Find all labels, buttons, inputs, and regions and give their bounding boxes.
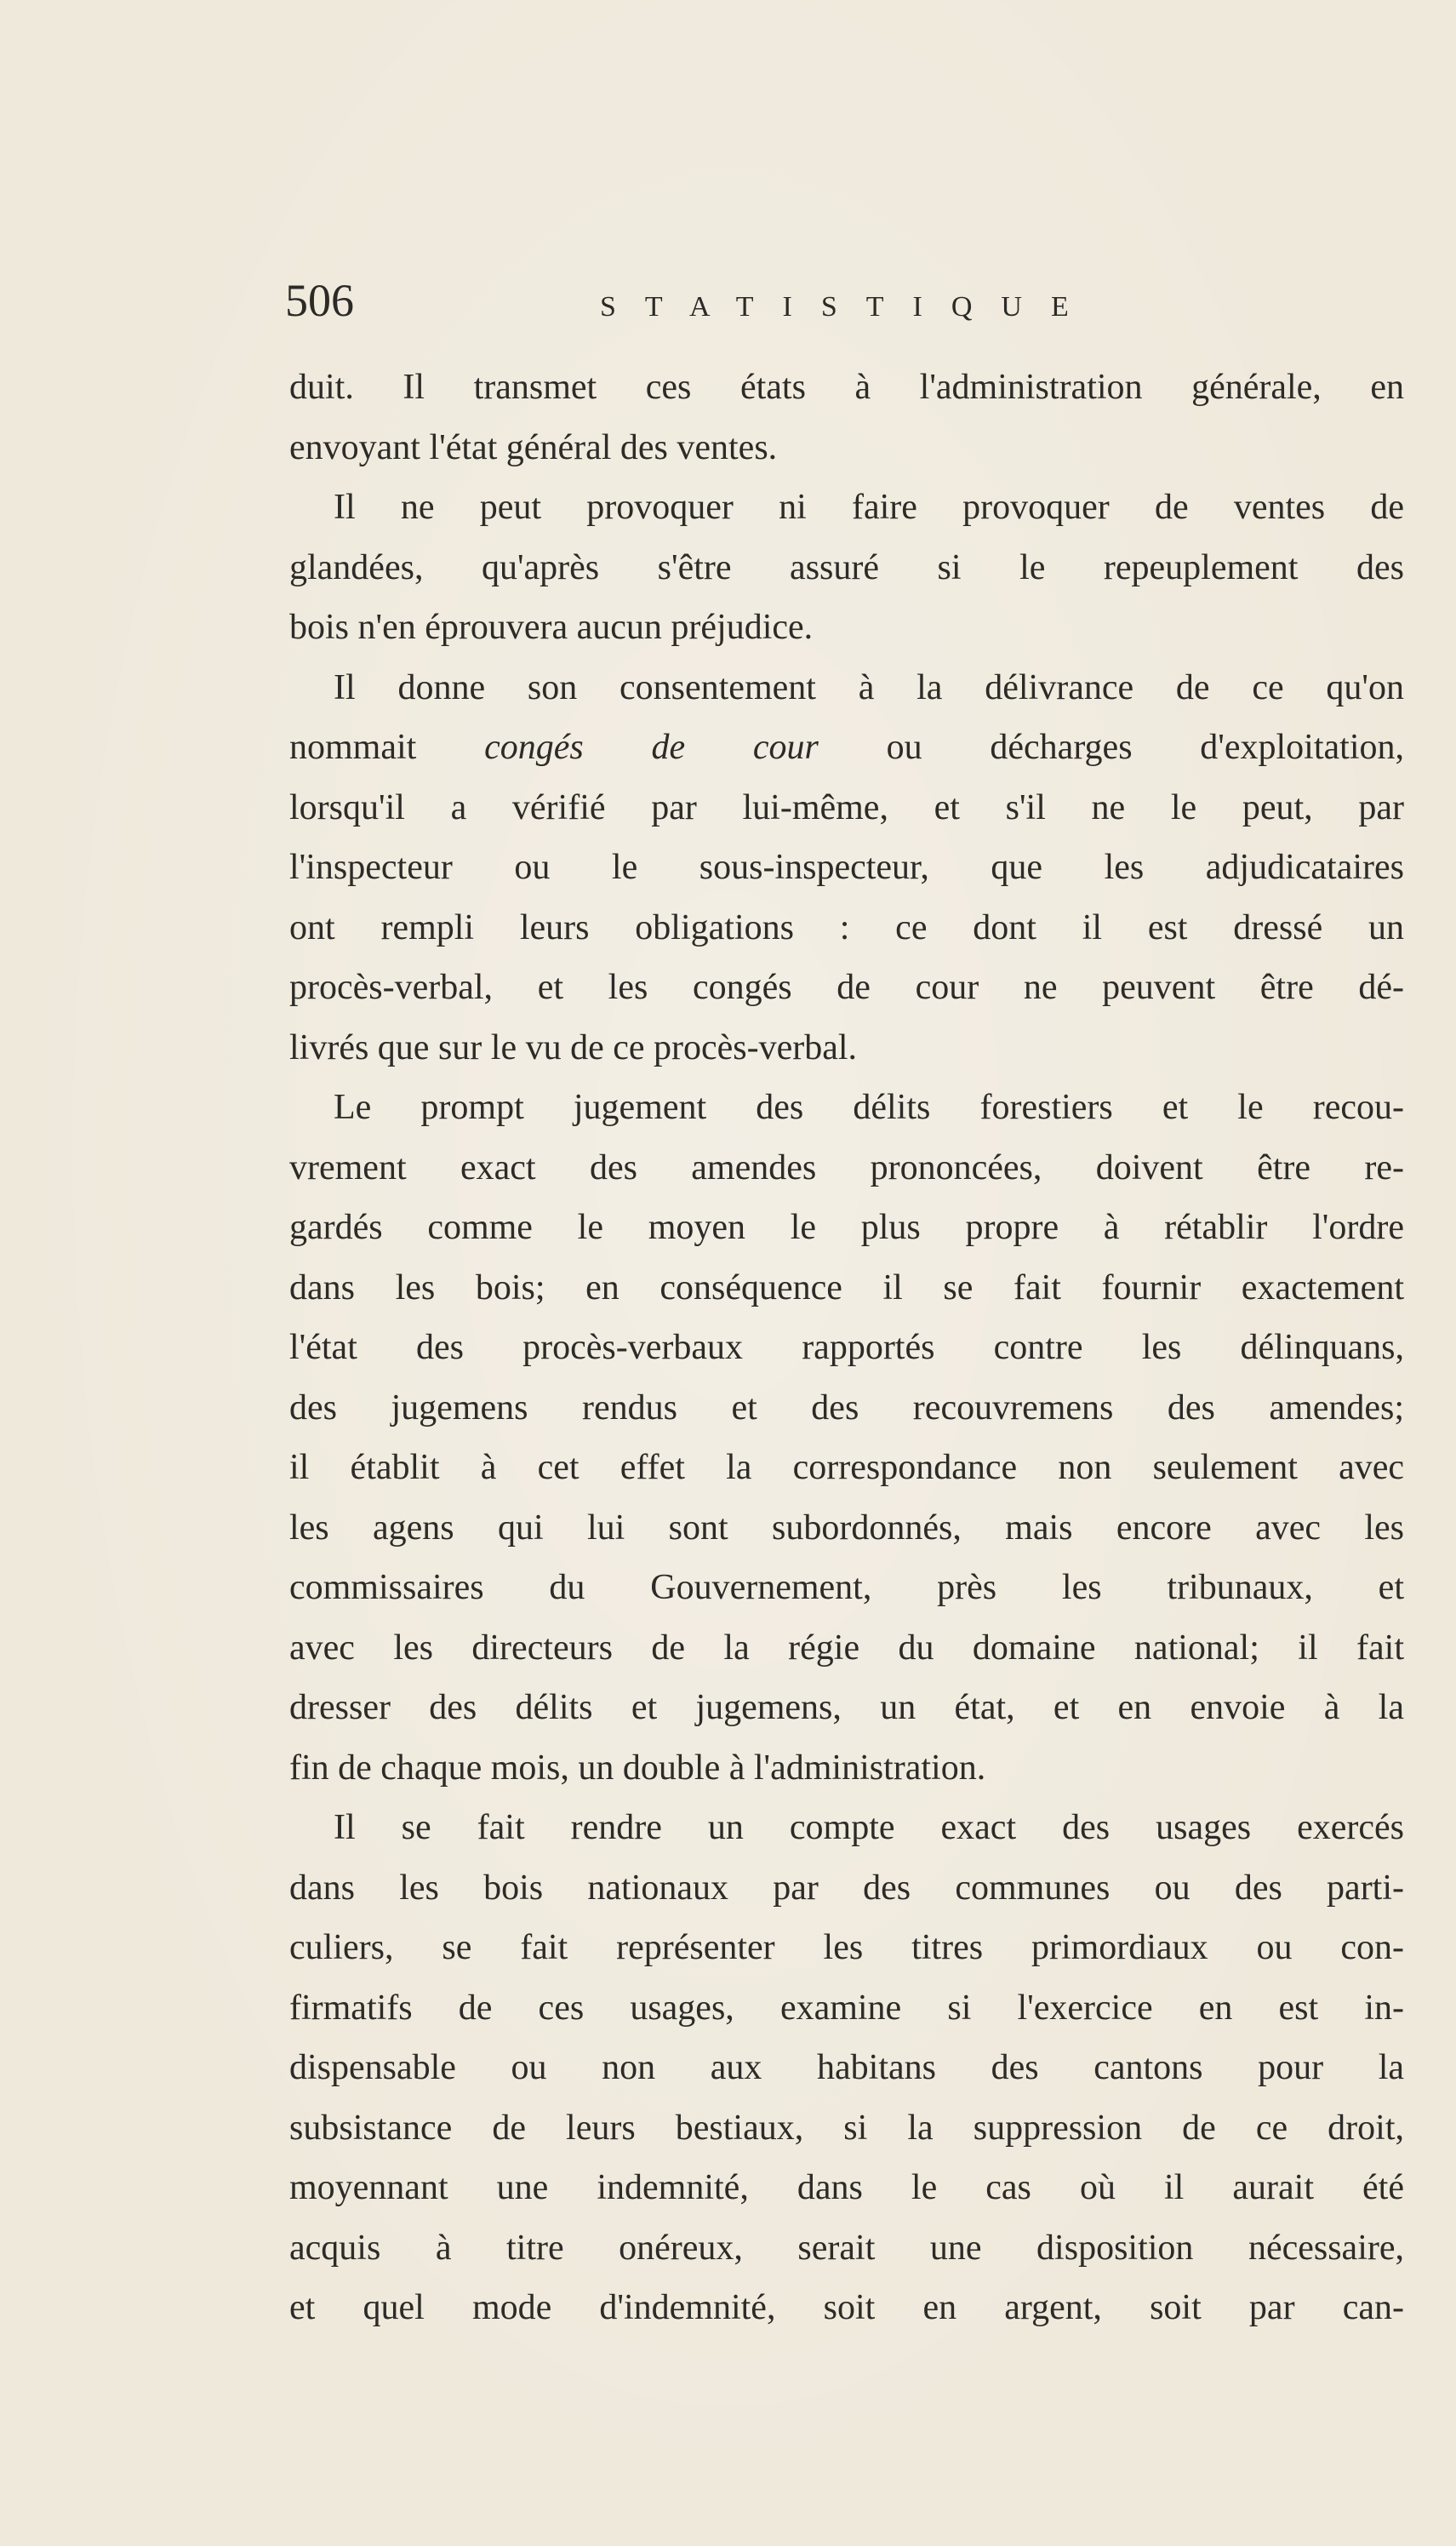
text-segment: ou décharges d'exploitation, bbox=[886, 728, 1404, 767]
page-number: 506 bbox=[285, 275, 354, 326]
page-header bbox=[285, 274, 1417, 342]
text-line: glandées, qu'après s'être assuré si le repeuplement des bbox=[289, 547, 1404, 587]
text-line: Il donne son consentement à la délivrance de ce qu'on bbox=[334, 667, 1404, 707]
text-line: avec les directeurs de la régie du domaine national; il fait bbox=[289, 1628, 1404, 1668]
text-line: firmatifs de ces usages, examine si l'exercice en est in- bbox=[289, 1988, 1404, 2028]
text-line: acquis à titre onéreux, serait une disposition nécessaire, bbox=[289, 2228, 1404, 2268]
text-line: moyennant une indemnité, dans le cas où il aurait été bbox=[289, 2168, 1404, 2207]
text-line: dispensable ou non aux habitans des cantons pour la bbox=[289, 2048, 1404, 2087]
text-line: subsistance de leurs bestiaux, si la suppression de ce droit, bbox=[289, 2108, 1404, 2148]
text-line: les agens qui lui sont subordonnés, mais encore avec les bbox=[289, 1508, 1404, 1548]
text-line: il établit à cet effet la correspondance non seulement avec bbox=[289, 1448, 1404, 1487]
page-body bbox=[289, 358, 1404, 2338]
text-line: gardés comme le moyen le plus propre à rétablir l'ordre bbox=[289, 1208, 1404, 1247]
text-line: vrement exact des amendes prononcées, doivent être re- bbox=[289, 1147, 1404, 1187]
text-line: fin de chaque mois, un double à l'administration. bbox=[289, 1748, 986, 1788]
text-line-mixed bbox=[289, 718, 1404, 778]
text-segment: nommait bbox=[289, 728, 417, 767]
text-line: et quel mode d'indemnité, soit en argent, soit par can- bbox=[289, 2288, 1404, 2327]
running-head: STATISTIQUE bbox=[600, 291, 1098, 323]
text-line: lorsqu'il a vérifié par lui-même, et s'il ne le peut, par bbox=[289, 787, 1404, 827]
text-line: envoyant l'état général des ventes. bbox=[289, 427, 778, 467]
text-line: l'état des procès-verbaux rapportés contre les délinquans, bbox=[289, 1328, 1404, 1367]
text-line: ont rempli leurs obligations : ce dont il est dressé un bbox=[289, 907, 1404, 947]
text-line: Le prompt jugement des délits forestiers et le recou- bbox=[334, 1088, 1404, 1127]
text-line: des jugemens rendus et des recouvremens des amendes; bbox=[289, 1387, 1404, 1427]
text-line: culiers, se fait représenter les titres primordiaux ou con- bbox=[289, 1928, 1404, 1967]
text-line: Il se fait rendre un compte exact des usages exercés bbox=[334, 1808, 1404, 1847]
text-line: bois n'en éprouvera aucun préjudice. bbox=[289, 608, 814, 647]
italic-term: congés de cour bbox=[484, 728, 819, 767]
text-line: dans les bois; en conséquence il se fait fournir exactement bbox=[289, 1267, 1404, 1307]
text-line: dresser des délits et jugemens, un état, et en envoie à la bbox=[289, 1688, 1404, 1727]
text-line: Il ne peut provoquer ni faire provoquer de ventes de bbox=[334, 488, 1404, 527]
text-line: commissaires du Gouvernement, près les tribunaux, et bbox=[289, 1568, 1404, 1607]
text-line: procès-verbal, et les congés de cour ne peuvent être dé- bbox=[289, 968, 1404, 1007]
text-line: duit. Il transmet ces états à l'administration générale, en bbox=[289, 368, 1404, 407]
text-line: dans les bois nationaux par des communes ou des parti- bbox=[289, 1868, 1404, 1908]
text-line: l'inspecteur ou le sous-inspecteur, que les adjudicataires bbox=[289, 848, 1404, 887]
text-line: livrés que sur le vu de ce procès-verbal. bbox=[289, 1027, 858, 1067]
